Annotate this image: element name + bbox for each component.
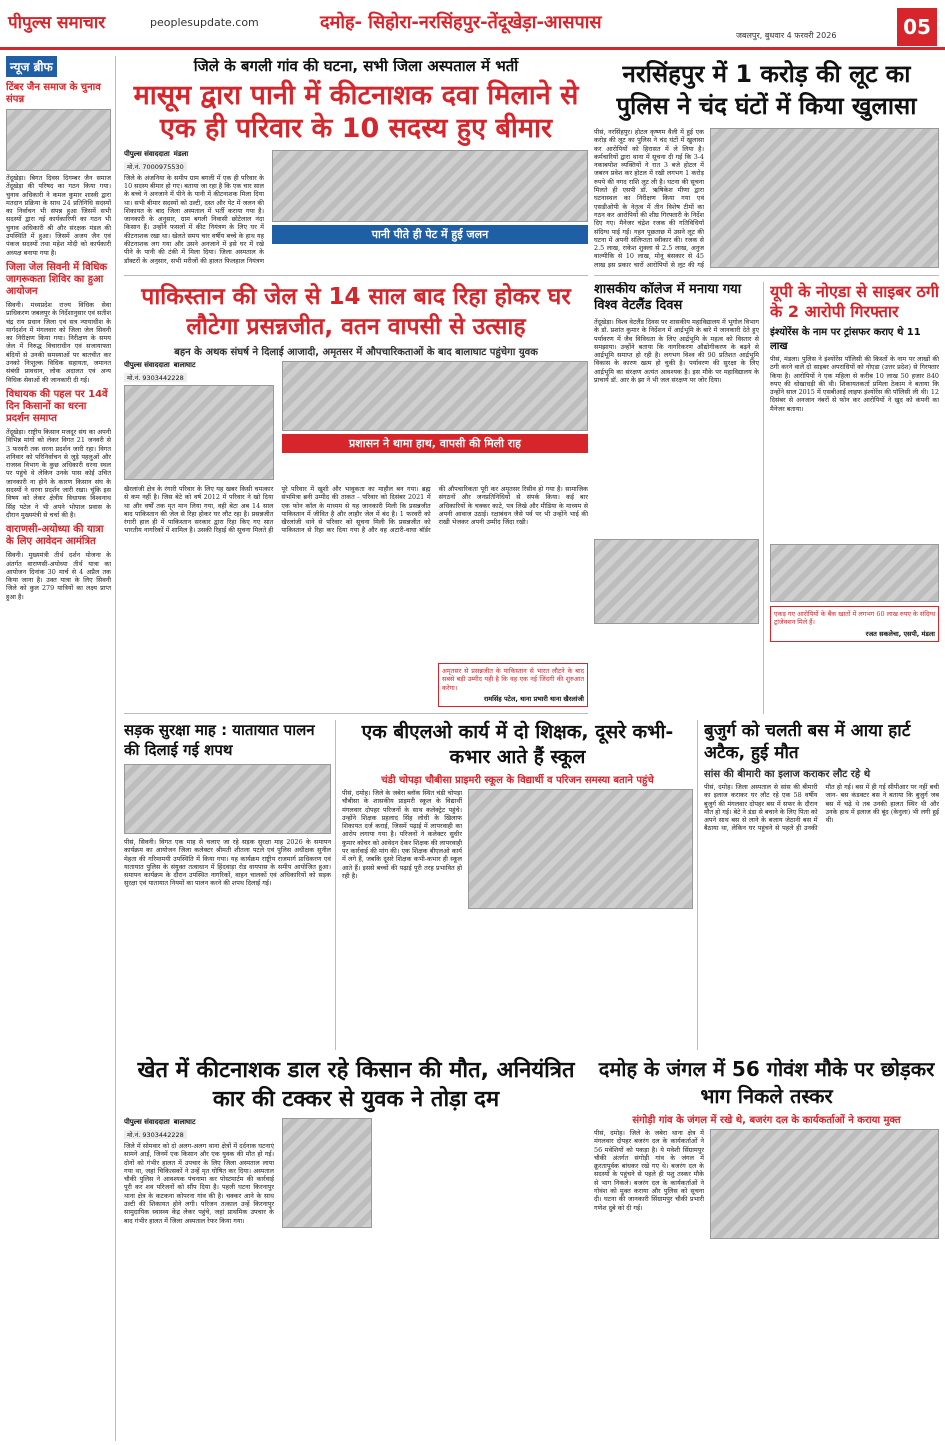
story-strip: प्रशासन ने थामा हाथ, वापसी की मिली राह (282, 434, 588, 453)
story-body: पीसं, नरसिंहपुर। होटल कृष्णम वैली में हुई एक करोड़ की लूट का पुलिस ने चंद घंटों में खुलासा कर आरोपियों को हिरासत में ले लिया है। कर्मचारियों द्वारा थाना में सूचना दी गई कि 3-4 नकाबपोश व्यक्तियों ने रात 3 बजे होटल में जबरन प्रवेश कर होटल में रखी लगभग 1 करोड़ रुपये की नगद राशि लूट ली है। घटना की सूचना मिलते ही एसपी डॉ. ऋषिकेश मीणा द्वारा घटनास्थल का निरीक्षण किया गया एवं एसडीओपी के नेतृत्व में तीन विशेष टीमों का गठन कर आरोपियों की शीघ्र गिरफ्तारी के निर्देश दिए गए। मैनेजर चंद्रेश रजक की गतिविधियाँ संदिग्ध पाई गईं। गहन पूछताछ में उसने लूट की घटना में अपनी संलिप्तता स्वीकार की। रजक से 2.5 लाख, राकेश शुक्ला से 2.5 लाख, अनुज वाल्मीकि से 10 लाख, मोनू बंसकार से 45 लाख इस प्रकार चारों आरोपियों से लूट की गई (594, 128, 704, 268)
story-road-safety (124, 720, 336, 1050)
story-subhead: संगोड़ी गांव के जंगल में रखे थे, बजरंग दल के कार्यकर्ताओं ने कराया मुक्त (632, 1115, 901, 1126)
story-subhead: चंडी चोपड़ा चौबीसा प्राइमरी स्कूल के विद्यार्थी व परिजन समस्या बताने पहुंचे (381, 775, 654, 786)
story-photo (770, 544, 939, 602)
pull-quote-credit: रामसिंह पटेल, थाना प्रभारी थाना खैरलांजी (483, 694, 584, 703)
story-headline: बुजुर्ग को चलती बस में आया हार्ट अटैक, हुई मौत (704, 721, 911, 763)
pull-quote-credit: रजत सकलेचा, एसपी, मंडला (865, 629, 935, 638)
story-farmer (124, 1056, 588, 1441)
story-pakistan (124, 282, 588, 714)
masthead (0, 0, 945, 50)
story-photo (124, 385, 274, 480)
story-photo (710, 128, 939, 268)
story-photo (124, 764, 331, 834)
byline-name: पीपुल्स संवाददाता (124, 1118, 170, 1126)
news-brief-tag: न्यूज ब्रीफ (6, 56, 57, 77)
story-body: खैरलांजी क्षेत्र के रंगारी परिवार के लिए यह खबर किसी चमत्कार से कम नहीं है। जिस बेटे को वर्ष 2012 में परिवार ने खो दिया था और वर्षों तक मृत मान लिया गया, वही बेटा अब 14 साल बाद पाकिस्तान की जेल से रिहा होकर घर लौट रहा है। प्रसन्नजीत रंगारी हाल ही में पाकिस्तान सरकार द्वारा रिहा किए गए सात भारतीय नागरिकों में शामिल है। उसकी रिहाई की सूचना मिलते ही पूरे परिवार में खुशी और भावुकता का माहौल बन गया। ब्रह्म संभमित्रा ब्रनी उम्मीद की ताकत - परिवार को दिसंबर 2021 में एक फोन कॉल के माध्यम से यह जानकारी मिली कि प्रसन्नजीत पाकिस्तान में जीवित है और लाहौर जेल में बंद है। 1 फरवरी को खैरलांजी थाने से परिवार को सूचना मिली कि प्रसन्नजीत को पाकिस्तान से रिहा कर दिया गया है और वह अटारी-वाघा बॉर्डर की औपचारिकता पूरी कर अमृतसर रिसीव हो गया है। सामाजिक संगठनों और जनप्रतिनिधियों से संपर्क किया। कई बार अधिकारियों के चक्कर काटे, पत्र लिखे और मीडिया के माध्यम से अपनी आवाज उठाई। रक्षाबंधन जैसे पर्व पर भी उन्होंने भाई की राखी भेजकर अपनी उम्मीद जिंदा रखी। (124, 485, 588, 535)
story-subhead: इंश्योरेंस के नाम पर ट्रांसफर कराए थे 11 लाख (770, 327, 921, 352)
story-headline: शासकीय कॉलेज में मनाया गया विश्व वेटलैंड दिवस (594, 282, 742, 313)
section-title: दमोह- सिहोरा-नरसिंहपुर-तेंदूखेड़ा-आसपास (320, 12, 602, 33)
story-headline: दमोह के जंगल में 56 गोवंश मौके पर छोड़कर भाग निकले तस्कर (598, 1057, 935, 1108)
byline-name: पीपुल्स संवाददाता (124, 361, 170, 369)
byline (124, 361, 274, 370)
story-strip: पानी पीते ही पेट में हुई जलन (272, 225, 588, 244)
page-number: 05 (897, 8, 937, 46)
brief-photo (6, 109, 111, 171)
story-body: पीसं, मंडला। पुलिस ने इंश्योरेंस पॉलिसी की किस्तों के नाम पर लाखों की ठगी करने वाले दो साइबर अपराधियों को नोएडा (उत्तर प्रदेश) से गिरफ्तार किया है। आरोपियों ने एक महिला से करीब 10 लाख 50 हजार 840 रुपए की धोखाधड़ी की थी। शिकायतकर्ता प्रमिला ठेकाम ने बताया कि उन्होंने साल 2015 में एसबीआई लाइफ इंश्योरेंस की पॉलिसी ली थी। 12 दिसंबर से अनजान नंबरों से फोन कर आरोपियों ने खुद को कंपनी का मैनेजर बताया। (770, 355, 939, 413)
story-headline: खेत में कीटनाशक डाल रहे किसान की मौत, अनियंत्रित कार की टक्कर से युवक ने तोड़ा दम (137, 1058, 575, 1112)
story-body: तेंदूखेड़ा। विश्व वेटलैंड दिवस पर शासकीय महाविद्यालय में भूगोल विभाग के डॉ. प्रशांत कुमार के निर्देशन में आर्द्रभूमि के बारे में जानकारी देते हुए पर्यावरण में जैव विविधता के लिए आर्द्रभूमि के महत्व को विस्तार से समझाया। उन्होंने बताया कि नागरिकरण औद्योगीकरण के बढ़ने से आर्द्रभूमि समाप्त हो रही है। लगभग विश्व की 90 प्रतिशत आर्द्रभूमि विकास के कारण खत्म हो चुकी है। पर्यावरण की सुरक्षा के लिए आर्द्रभूमि का संरक्षण अत्यंत आवश्यक है। इस मौके पर महाविद्यालय के प्राचार्य डॉ. आर के झा ने भी जल संरक्षण पर जोर दिया। (594, 318, 759, 385)
story-photo (272, 150, 588, 222)
brief-text: तेंदूखेड़ा। बिगत दिवस दिगम्बर जैन समाज तेंदूखेड़ा की परिषद का गठन किया गया। चुनाव अधिकारी ने कमल कुमार शास्त्री द्वारा मतदान प्रक्रिया के साथ 24 प्रतिनिधि सदस्यों का निर्वाचन भी संपन्न हुआ जिसमें सभी सदस्यों द्वारा नई कार्यकारिणी का गठन भी चुनाव अधिकारी श्री और संरक्षक मंडल की उपस्थिति में हुआ। जिसमें अजय जैन एवं पंकज सदस्यों तथा महेश मोदी को कार्यकारी अध्यक्ष बनाया गया है। (6, 174, 111, 257)
pull-quote: एकड़ गए आरोपियों के बैंक खातों में लगभग 60 लाख रुपए के संदिग्ध ट्रांजेक्शन मिले हैं। (774, 610, 935, 627)
story-body: पीसं, सिवनी। विगत एक माह से चलाए जा रहे सड़क सुरक्षा माह 2026 के समापन कार्यक्रम का आयोजन जिला कलेक्टर श्रीमती शीतला पटले एवं पुलिस अधीक्षक सुनील मेहता की गरिमामयी उपस्थिति में किया गया। यह कार्यक्रम राष्ट्रीय राजमार्ग प्राधिकरण एवं यातायात पुलिस के संयुक्त तत्वाधान में हिंदवाड़ा रोड वायपास के समीप आयोजित हुआ। समापन कार्यक्रम के दौरान उपस्थित नागरिकों, वाहन चालकों एवं अधिकारियों को सड़क सुरक्षा एवं यातायात नियमों का पालन करने की शपथ दिलाई गई। (124, 838, 331, 888)
story-headline: नरसिंहपुर में 1 करोड़ की लूट का पुलिस ने चंद घंटों में किया खुलासा (616, 60, 917, 120)
story-subhead: सांस की बीमारी का इलाज कराकर लौट रहे थे (704, 769, 871, 780)
story-body: पीसं, दमोह। जिले के जबेरा ब्लॉक स्थित चंडी चोपड़ा चौबीसा के शासकीय प्राइमरी स्कूल के विद्यार्थी मंगलवार दोपहर परिजनों के साथ कलेक्ट्रेट पहुंचे। उन्होंने शिक्षक प्रहलाद सिंह लोधी के खिलाफ शिकायत दर्ज कराई, जिसमें पढ़ाई में लापरवाही का आरोप लगाया गया है। परिजनों ने कलेक्टर सुधीर कुमार कोचर को आवेदन देकर शिक्षक की लापरवाही पर कार्रवाई की मांग की। एक शिक्षक बीएलओ कार्य में लगे हैं, जबकि दूसरे शिक्षक कभी-कभार ही स्कूल आते हैं। इससे बच्चों की पढ़ाई पूरी तरह प्रभावित हो रही है। (342, 789, 462, 880)
story-body-continued (380, 1118, 588, 1408)
story-photo (594, 539, 759, 624)
story-poison (124, 58, 588, 276)
brief-headline: जिला जेल सिवनी में विधिक जागरूकता शिविर का हुआ आयोजन (6, 261, 108, 297)
story-photo (282, 361, 588, 431)
story-headline: मासूम द्वारा पानी में कीटनाशक दवा मिलाने से एक ही परिवार के 10 सदस्य हुए बीमार (133, 79, 579, 144)
byline-name: पीपुल्स संवाददाता (124, 149, 170, 158)
story-photo (468, 789, 693, 909)
story-kicker: जिले के बगली गांव की घटना, सभी जिला अस्पताल में भर्ती (193, 58, 519, 75)
brief-headline: वाराणसी-अयोध्या की यात्रा के लिए आवेदन आमंत्रित (6, 524, 104, 548)
story-body: जिले के अंजनिया के समीप ग्राम बगली में एक ही परिवार के 10 सदस्य बीमार हो गए। बताया जा रहा है कि एक चार साल के बच्चे ने अनजाने में पीने के पानी में कीटनाशक मिला दिया था। सभी बीमार सदस्यों को उल्टी, दस्त और पेट में जलन की शिकायत के बाद जिला अस्पताल में भर्ती कराया गया है। जानकारी के अनुसार, ग्राम बगली निवासी छोटेलाल नंदा किसान हैं। उन्होंने फसलों में कीट नियंत्रण के लिए घर में कीटनाशक रखा था। खेलते समय चार वर्षीय बच्चे के हाथ यह कीटनाशक लग गया और उसने अनजाने में इसे घर में रखे पीने के पानी की टंकी में मिला दिया। जिला अस्पताल के डॉक्टरों के अनुसार, सभी मरीजों की हालत फिलहाल नियंत्रण (124, 173, 264, 264)
story-photo (282, 1118, 372, 1228)
brief-text: सिवनी। मुख्यमंत्री तीर्थ दर्शन योजना के अंतर्गत वाराणसी-अयोध्या तीर्थ यात्रा का आयोजन दिनांक 30 मार्च से 4 अप्रैल तक किया जाना है। उक्त यात्रा के लिए सिवनी जिले को कुल 279 यात्रियों का लक्ष्य प्राप्त हुआ है। (6, 551, 111, 601)
reporter-mobile: मो.नं. 9303442228 (124, 373, 187, 382)
news-brief-column (6, 56, 116, 1441)
brief-headline: टिंबर जैन समाज के चुनाव संपन्न (6, 82, 101, 105)
dateline: जबलपुर, बुधवार 4 फरवरी 2026 (736, 31, 837, 40)
story-body: पीसं, दमोह। जिला अस्पताल से सांस की बीमारी का इलाज कराकर घर लौट रहे एक 58 वर्षीय बुजुर्ग की मंगलवार दोपहर बस में सफर के दौरान मौत हो गई। बेटे ने डंडा से बचाने के लिए पिता को अपने साथ बस से लाने के बजाय जेठानी बस में बैठाया था, लेकिन घर पहुंचने से पहले ही उनकी मौत हो गई। बस में ही गई सीपीआर पर नहीं बची जान- बस कंडक्टर बस ने बताया कि बुजुर्ग जब बस में चढ़े थे तब उनकी हालत स्थिर थी और उनके हाथ में इलाज की बूंद (केनुला) भी लगी हुई थी। (704, 783, 939, 833)
byline-place: मंडला (173, 149, 189, 158)
reporter-mobile: मो.नं. 7000975530 (124, 162, 187, 171)
reporter-mobile: मो.नं. 9303442228 (124, 1130, 187, 1139)
brief-headline: विधायक की पहल पर 14वें दिन किसानों का धरना प्रदर्शन समाप्त (6, 388, 108, 424)
byline-place: बालाघाट (173, 361, 196, 369)
story-teachers (342, 720, 698, 1050)
story-headline: पाकिस्तान की जेल से 14 साल बाद रिहा होकर घर लौटेगा प्रसन्नजीत, वतन वापसी से उत्साह (141, 284, 571, 340)
website-url[interactable]: peoplesupdate.com (150, 16, 259, 29)
byline (124, 150, 264, 159)
story-cyber (770, 282, 939, 714)
story-photo (710, 1129, 939, 1239)
story-loot (594, 58, 939, 276)
story-bus (704, 720, 939, 1050)
story-college (594, 282, 764, 714)
story-body-continued (272, 247, 588, 276)
story-headline: सड़क सुरक्षा माह : यातायात पालन की दिलाई गई शपथ (124, 721, 315, 759)
byline-place: बालाघाट (173, 1118, 196, 1126)
brief-text: सिवनी। मध्यप्रदेश राज्य विधिक सेवा प्राधिकरण जबलपुर के निर्देशानुसार एवं सतीश चंद्र राय प्रधान जिला एवं सत्र न्यायाधीश के मार्गदर्शन में मंगलवार को जिला जेल सिवनी का निरीक्षण किया गया। निरीक्षण के समय जेल में निरुद्ध विचाराधीन एवं सजायाफ्ता बंदियों से उनकी समस्याओं पर बातचीत कर उनको निःशुल्क विधिक सहायता, जमानत संबंधी प्रावधान, लोक अदालत एवं अन्य विधिक सेवाओं की जानकारी दी गई। (6, 300, 111, 384)
byline (124, 1118, 274, 1127)
story-subhead: बहन के अथक संघर्ष ने दिलाई आजादी, अमृतसर में औपचारिकताओं के बाद बालाघाट पहुंचेगा युवक (174, 347, 538, 358)
newspaper-logo: पीपुल्स समाचार (8, 13, 106, 33)
brief-text: तेंदूखेड़ा। राष्ट्रीय किसान मजदूर संघ का अपनी विभिन्न मांगों को लेकर विगत 21 जनवरी से 3 फरवरी तक धरना प्रदर्शन जारी रहा। विगत शनिवार को परिनिर्वाचन से जुड़े पहलुओं और राजस्व विभाग के कुछ अधिकारी धरना स्थल पर पहुंचे थे लेकिन उनके पास कोई उचित जानकारी ना होने के कारण किसान संघ के सदस्यों ने धरना प्रदर्शन जारी रखा। चूंकि इस विषय को लेकर क्षेत्रीय विधायक विश्वनाथ सिंह पटेल ने भी अपने भोपाल प्रवास के दौरान मुख्यमंत्री से चर्चा की है। (6, 427, 111, 519)
story-headline: यूपी के नोएडा से साइबर ठगी के 2 आरोपी गिरफ्तार (770, 282, 939, 321)
story-cattle (594, 1056, 939, 1441)
story-headline: एक बीएलओ कार्य में दो शिक्षक, दूसरे कभी-कभार आते हैं स्कूल (361, 721, 674, 768)
story-body: जिले में सोमवार को दो अलग-अलग थाना क्षेत्रों में दर्दनाक घटनाएं सामने आईं, जिनमें एक किसान और एक युवक की मौत हो गई। दोनों को गंभीर हालत में उपचार के लिए जिला अस्पताल लाया गया था, जहां चिकित्सकों ने उन्हें मृत घोषित कर दिया। अस्पताल चौकी पुलिस ने आवश्यक पंचनामा कर पोस्टमार्टम की कार्रवाई पूरी कर शव परिजनों को सौंप दिया है। पहली घटना किरनापुर थाना क्षेत्र के कटकना कोपरना गांव की है। चक्कर आने के साथ उल्टी की शिकायत होने लगी। परिजन तत्काल उन्हें किरनापुर सामुदायिक स्वास्थ्य केंद्र लेकर पहुंचे, जहां प्राथमिक उपचार के बाद गंभीर हालत में जिला अस्पताल रेफर किया गया। (124, 1142, 274, 1225)
story-body: पीसं, दमोह। जिले के जबेरा थाना क्षेत्र में मंगलवार दोपहर बजरंग दल के कार्यकर्ताओं ने 56 मवेशियों को पकड़ा है। ये मवेशी सिंग्रामपुर चौकी अंतर्गत संगोड़ी गांव के जंगल में क्रूरतापूर्वक बांधकर रखे गए थे। बजरंग दल के सदस्यों के पहुंचने से पहले ही पशु तस्कर मौके से भाग निकले। बजरंग दल के कार्यकर्ताओं ने गोवंश को मुक्त कराया और पुलिस को सूचना दी। घटना की जानकारी सिंग्रामपुर चौकी प्रभारी गणेश दुबे को दी गई। (594, 1129, 704, 1212)
pull-quote: अमृतसर से प्रसन्नजीत के पाकिस्तान से भारत लौटने के बाद सबसे बड़ी उम्मीद यही है कि वह एक नई जिंदगी की शुरुआत करेगा। (442, 667, 584, 692)
